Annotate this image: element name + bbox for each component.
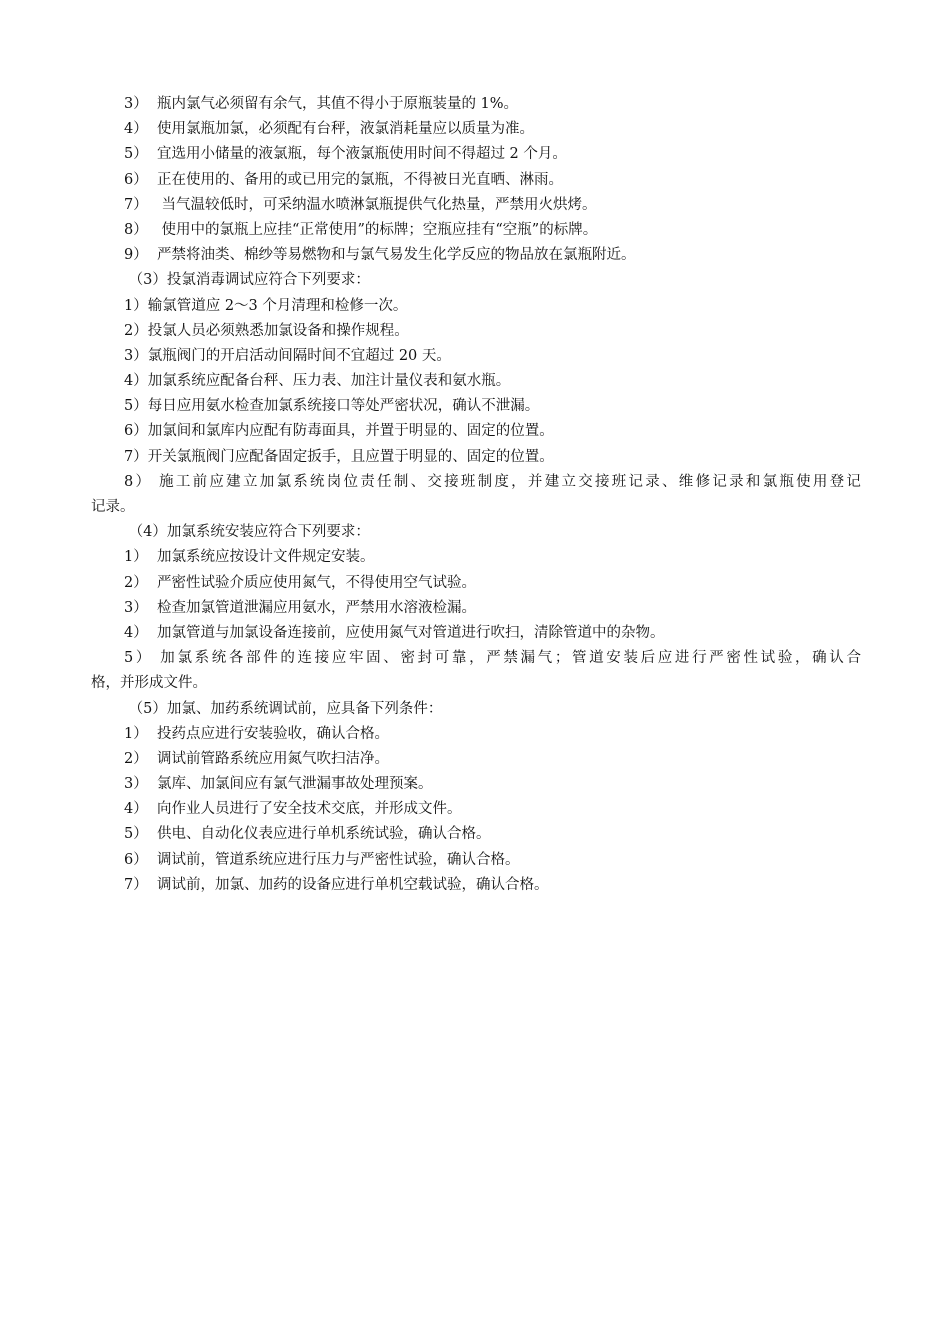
text-line: 6） 正在使用的、备用的或已用完的氯瓶，不得被日光直晒、淋雨。 — [124, 171, 563, 188]
text-line: 5） 加氯系统各部件的连接应牢固、密封可靠，严禁漏气；管道安装后应进行严密性试验，确认合 — [124, 650, 861, 667]
text-line-continuation: 格，并形成文件。 — [91, 675, 207, 692]
text-line: 7） 当气温较低时，可采纳温水喷淋氯瓶提供气化热量，严禁用火烘烤。 — [124, 196, 597, 213]
text-line: 6）加氯间和氯库内应配有防毒面具，并置于明显的、固定的位置。 — [124, 423, 554, 440]
text-line: 1）输氯管道应 2～3 个月清理和检修一次。 — [124, 297, 408, 314]
text-line: 1） 加氯系统应按设计文件规定安装。 — [124, 549, 375, 566]
text-line: 7）开关氯瓶阀门应配备固定扳手，且应置于明显的、固定的位置。 — [124, 448, 554, 465]
text-line: 5） 宜选用小储量的液氯瓶，每个液氯瓶使用时间不得超过 2 个月。 — [124, 146, 567, 163]
text-line: 3）氯瓶阀门的开启活动间隔时间不宜超过 20 天。 — [124, 347, 451, 364]
text-line: 2）投氯人员必须熟悉加氯设备和操作规程。 — [124, 322, 409, 339]
text-line: 4）加氯系统应配备台秤、压力表、加注计量仪表和氨水瓶。 — [124, 373, 511, 390]
text-line: 2） 调试前管路系统应用氮气吹扫洁净。 — [124, 750, 389, 767]
text-line: 1） 投药点应进行安装验收，确认合格。 — [124, 725, 389, 742]
text-line: 7） 调试前，加氯、加药的设备应进行单机空载试验，确认合格。 — [124, 876, 549, 893]
document-body — [91, 92, 861, 898]
section-heading: （3）投氯消毒调试应符合下列要求： — [124, 272, 370, 289]
text-line: 8） 施工前应建立加氯系统岗位责任制、交接班制度，并建立交接班记录、维修记录和氯瓶使用登记 — [124, 473, 861, 490]
text-line: 3） 氯库、加氯间应有氯气泄漏事故处理预案。 — [124, 776, 433, 793]
text-line: 2） 严密性试验介质应使用氮气，不得使用空气试验。 — [124, 574, 476, 591]
section-heading: （4）加氯系统安装应符合下列要求： — [124, 524, 370, 541]
text-line: 9） 严禁将油类、棉纱等易燃物和与氯气易发生化学反应的物品放在氯瓶附近。 — [124, 247, 636, 264]
text-line: 4） 加氯管道与加氯设备连接前，应使用氮气对管道进行吹扫，清除管道中的杂物。 — [124, 624, 665, 641]
text-line: 6） 调试前，管道系统应进行压力与严密性试验，确认合格。 — [124, 851, 520, 868]
text-line: 4） 向作业人员进行了安全技术交底，并形成文件。 — [124, 801, 462, 818]
text-line: 4） 使用氯瓶加氯，必须配有台秤，液氯消耗量应以质量为准。 — [124, 121, 534, 138]
text-line: 8） 使用中的氯瓶上应挂“正常使用”的标牌；空瓶应挂有“空瓶”的标牌。 — [124, 221, 598, 238]
text-line: 5） 供电、自动化仪表应进行单机系统试验，确认合格。 — [124, 826, 491, 843]
text-line-continuation: 记录。 — [91, 499, 135, 515]
text-line: 3） 瓶内氯气必须留有余气，其值不得小于原瓶装量的 1%。 — [124, 96, 519, 112]
section-heading: （5）加氯、加药系统调试前，应具备下列条件： — [124, 700, 443, 717]
text-line: 3） 检查加氯管道泄漏应用氨水，严禁用水溶液检漏。 — [124, 599, 476, 616]
text-line: 5）每日应用氨水检查加氯系统接口等处严密状况，确认不泄漏。 — [124, 398, 540, 415]
